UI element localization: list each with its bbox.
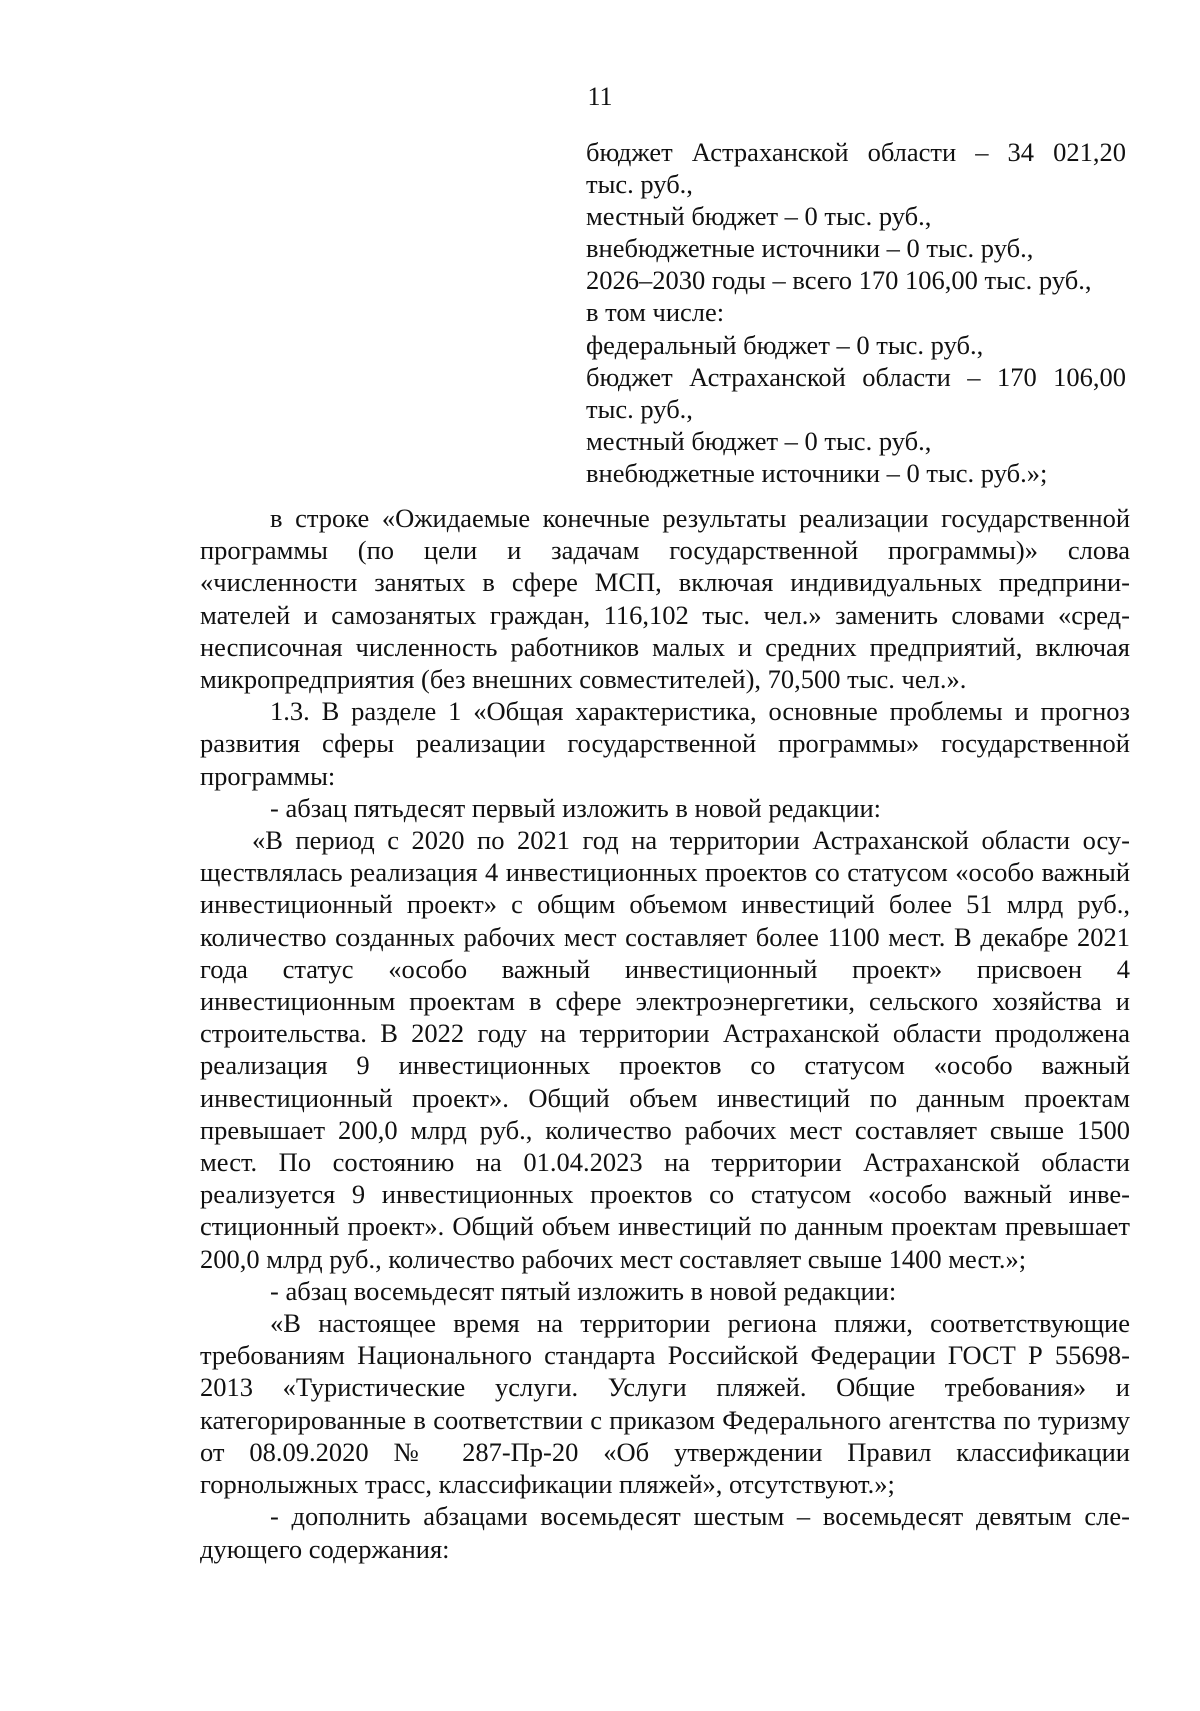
financing-line: тыс. руб., [586,393,693,424]
financing-line: местный бюджет – 0 тыс. руб., [586,201,932,232]
financing-line: в том числе: [586,297,725,328]
financing-line: бюджет Астраханской области – 34 021,20 [586,137,1126,167]
financing-line: тыс. руб., [586,169,693,200]
paragraph-section-1-3: 1.3. В разделе 1 «Общая характеристика, основные проблемы и прогноз развития сферы реализации государственной программы» государственной программы: [200,696,1130,791]
financing-line: местный бюджет – 0 тыс. руб., [586,425,932,456]
paragraph-expected-results: в строке «Ожидаемые конечные результаты реализации государственной программы (по цели и задачам государственной программы)» слова «численности занятых в сфере МСП, включая индивидуальных предпринимателей и самозанятых граждан, 116,102 тыс. чел.» заменить словами «среднесписочная численность работников малых и средних предприятий, включая микропредприятия (без внешних совместителей), 70,500 тыс. чел.». [200,503,1130,695]
paragraph-item-85: - абзац восемьдесят пятый изложить в новой редакции: [270,1275,897,1306]
financing-line: 2026–2030 годы – всего 170 106,00 тыс. руб., [586,265,1092,296]
paragraph-quote-investments: «В период с 2020 по 2021 год на территории Астраханской области осуществлялась реализация 4 инвестиционных проектов со статусом «особо важный инвестиционный проект» с общим объемом инвестиций более 51 млрд руб., количество созданных рабочих мест составляет более 1100 мест. В декабре 2021 года статус «особо важный инвестиционный проект» присвоен 4 инвестиционным проектам в сфере электроэнергетики, сельского хозяйства и строительства. В 2022 году на территории Астраханской области продолжена реализация 9 инвестиционных проектов со статусом «особо важный инвестиционный проект». Общий объем инвестиций по данным проектам превышает 200,0 млрд руб., количество рабочих мест составляет свыше 1500 мест. По состоянию на 01.04.2023 на территории Астраханской области реализуется 9 инвестиционных проектов со статусом «особо важный инвестиционный проект». Общий объем инвестиций по данным проектам превышает 200,0 млрд руб., количество рабочих мест составляет свыше 1400 мест.»; [200,825,1130,1274]
financing-line: федеральный бюджет – 0 тыс. руб., [586,329,984,360]
paragraph-item-51: - абзац пятьдесят первый изложить в новой редакции: [270,792,882,823]
financing-line: бюджет Астраханской области – 170 106,00 [586,361,1126,392]
page-number: 11 [587,82,613,111]
paragraph-quote-beaches: «В настоящее время на территории региона пляжи, соответствующие требованиям Национального стандарта Российской Федерации ГОСТ Р 55698-2013 «Туристические услуги. Услуги пляжей. Общие требования» и категорированные в соответствии с приказом Федерального агентства по туризму от 08.09.2020 № 287-Пр-20 «Об утверждении Правил классификации горнолыжных трасс, классификации пляжей», отсутствуют.»; [200,1308,1130,1500]
financing-line: внебюджетные источники – 0 тыс. руб.»; [586,457,1048,488]
financing-block [586,136,1126,489]
paragraph-item-86-89: - дополнить абзацами восемьдесят шестым – восемьдесят девятым следующего содержания: [200,1501,1130,1564]
body-text [200,502,1130,1565]
financing-line: внебюджетные источники – 0 тыс. руб., [586,233,1034,264]
